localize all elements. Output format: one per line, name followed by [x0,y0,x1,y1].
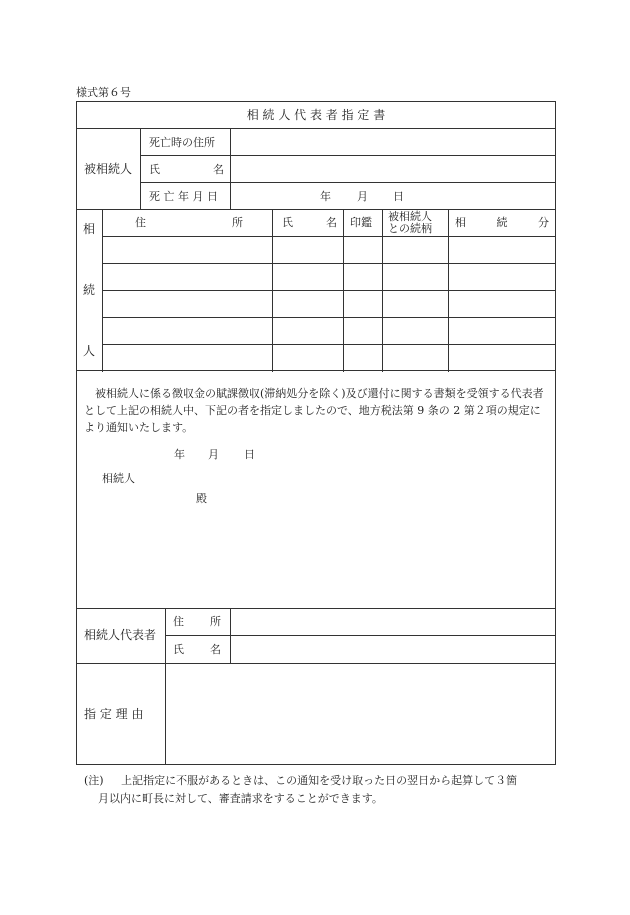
decedent-name-field[interactable] [231,156,555,182]
heir-share-cell[interactable] [453,270,549,284]
heirs-label-char-2: 続 [83,283,96,297]
death-date-month: 月 [357,190,368,203]
note-line-1: 上記指定に不服があるときは、この通知を受け取った日の翌日から起算して３箇 [121,774,518,787]
statement-date-year: 年 [174,448,185,461]
statement-date-month: 月 [208,448,219,461]
heir-name-cell[interactable] [277,324,339,338]
statement-heir-label: 相続人 [102,472,135,485]
table-row [103,345,555,371]
heirs-column-relation-line2: との続柄 [388,222,432,235]
reason-field[interactable] [173,671,545,755]
heirs-column-relation-line1: 被相続人 [388,210,432,223]
heir-relation-cell[interactable] [387,270,445,284]
heir-address-cell[interactable] [107,324,267,338]
heir-address-cell[interactable] [107,297,267,311]
death-date-field[interactable] [231,183,555,209]
statement-body: 被相続人に係る徴収金の賦課徴収(滞納処分を除く)及び還付に関する書類を受領する代表者として上記の相続人中、下記の者を指定しましたので、地方税法第 9 条の 2 第２項の規定により通知いたします。 [84,387,544,434]
heir-name-cell[interactable] [277,297,339,311]
heir-address-cell[interactable] [107,270,267,284]
heir-share-cell[interactable] [453,297,549,311]
form-number: 様式第６号 [76,86,131,99]
representative-name-field[interactable] [237,643,547,657]
heirs-column-share: 相 続 分 [455,216,549,229]
heir-share-cell[interactable] [453,243,549,257]
heir-seal-cell[interactable] [348,243,380,257]
note [84,772,556,808]
death-date-day: 日 [393,190,404,203]
heirs-column-address: 住 所 [135,216,243,229]
note-line-2: 月以内に町長に対して、審査請求をすることができます。 [98,792,383,805]
table-row [103,318,555,344]
death-address-label: 死亡時の住所 [149,136,215,149]
heir-name-cell[interactable] [277,351,339,365]
heir-relation-cell[interactable] [387,324,445,338]
heir-name-cell[interactable] [277,243,339,257]
table-row [103,264,555,290]
heirs-column-name: 氏 名 [282,216,337,229]
document-title: 相 続 人 代 表 者 指 定 書 [246,108,386,122]
heir-seal-cell[interactable] [348,297,380,311]
representative-name-label: 氏 名 [173,643,221,656]
heir-relation-cell[interactable] [387,297,445,311]
representative-address-field[interactable] [237,615,547,629]
heirs-label-char-1: 相 [83,222,96,236]
decedent-name-label-2: 名 [213,163,224,176]
heir-seal-cell[interactable] [348,351,380,365]
heir-seal-cell[interactable] [348,324,380,338]
upper-table [76,101,556,371]
death-date-label: 死 亡 年 月 日 [149,190,218,203]
note-prefix: (注) [84,774,104,787]
heir-seal-cell[interactable] [348,270,380,284]
heir-address-cell[interactable] [107,351,267,365]
table-row [103,237,555,263]
decedent-group-label: 被相続人 [84,162,133,176]
addressee-suffix: 殿 [196,492,207,505]
heirs-label-char-3: 人 [83,344,96,358]
table-row [103,291,555,317]
heir-share-cell[interactable] [453,324,549,338]
heir-share-cell[interactable] [453,351,549,365]
heir-relation-cell[interactable] [387,351,445,365]
death-date-year: 年 [320,190,331,203]
heir-name-cell[interactable] [277,270,339,284]
heirs-column-seal: 印鑑 [350,216,372,229]
representative-address-label: 住 所 [173,615,221,628]
representative-label: 相続人代表者 [84,628,157,642]
reason-label: 指 定 理 由 [84,707,144,721]
statement-date-day: 日 [244,448,255,461]
death-address-field[interactable] [231,129,555,155]
decedent-name-label-1: 氏 [149,163,160,176]
heir-relation-cell[interactable] [387,243,445,257]
heir-address-cell[interactable] [107,243,267,257]
